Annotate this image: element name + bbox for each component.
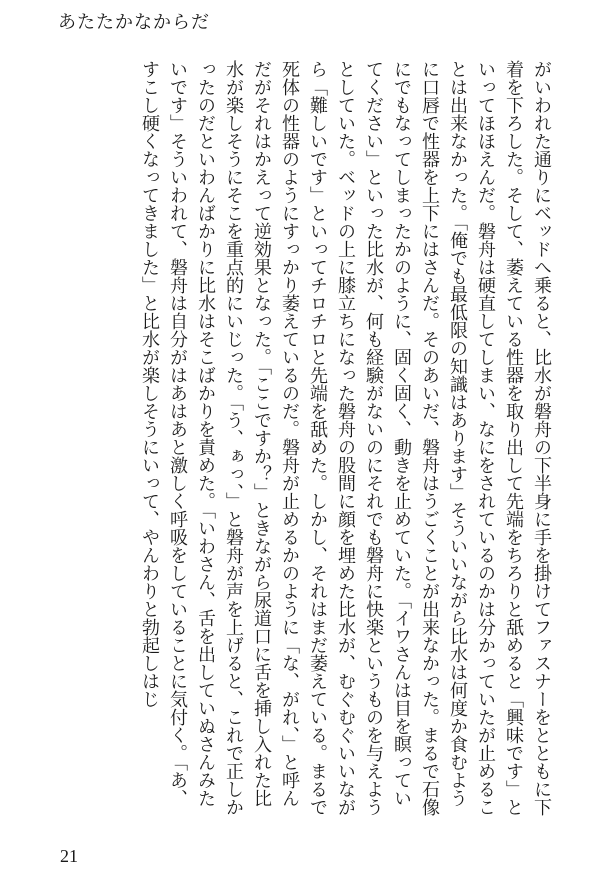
body-text-column — [45, 60, 555, 820]
body-paragraph: がいわれた通りにベッドへ乗ると、比水が磐舟の下半身に手を掛けてファスナーをとともに下着を下ろした。そして、萎えている性器を取り出して先端をちろりと舐めると「興味です」といってほほえんだ。磐舟は硬直してしまい、なにをされているのかは分かっていたが止めることは出来なかった。「俺でも最低限の知識はあります」そういいながら比水は何度か食むように口唇で性器を上下にはさんだ。そのあいだ、磐舟はうごくことが出来なかった。まるで石像にでもなってしまったかのように、固く固く、動きを止めていた。「イワさんは目を瞑っていてください」といった比水が、何も経験がないのにそれでも磐舟に快楽というものを与えようとしていた。ベッドの上に膝立ちになった磐舟の股間に顔を埋めた比水が、むぐむぐいいながら「難しいです」といってチロチロと先端を舐めた。しかし、それはまだ萎えている。まるで死体の性器のようにすっかり萎えているのだ。磐舟が止めるかのように「な、がれ、」と呼んだがそれはかえって逆効果となった。「ここですか？」ときながら尿道口に舌を挿し入れた比水が楽しそうにそこを重点的にいじった。「う、ぁっ、」と磐舟が声を上げると、これで正しかったのだといわんばかりに比水はそこばかりを責めた。「いわさん、舌を出していぬさんみたいです」そういわれて、磐舟は自分がはあはあと激しく呼吸をしていることに気付く。「あ、すこし硬くなってきました」と比水が楽しそうにいって、やんわりと勃起しはじ — [139, 60, 552, 816]
running-head: あたたかなからだ — [58, 12, 210, 33]
page-number: 21 — [60, 846, 78, 866]
